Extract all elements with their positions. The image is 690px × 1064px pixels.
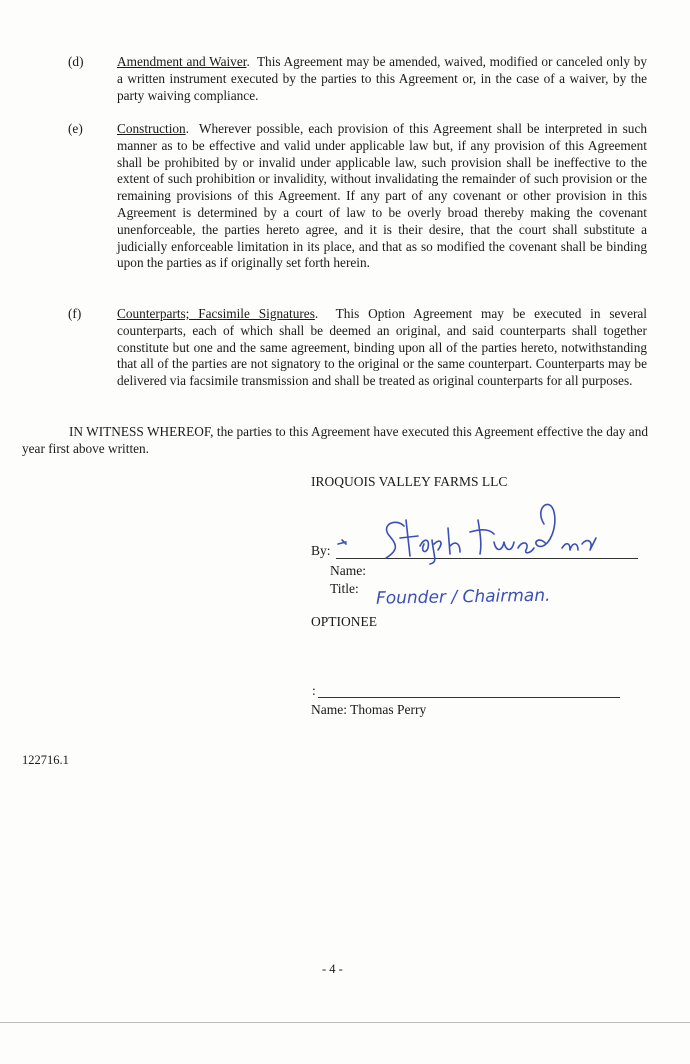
section-text: Wherever possible, each provision of this Agreement shall be interpreted in such manner as to be effective and valid under applicable law but, if any provision of this Agreement shall be prohibited by or invalid under applicable law, such provision shall be ineffective to the extent of such prohibition or invalidity, without invalidating the remainder of such provision or the remaining provisions of this Agreement. If any part of any covenant or other provision in this Agreement is determined by a court of law to be overly broad thereby making the covenant unenforceable, the parties hereto agree, and it is their desire, that the court shall substitute a judicially enforceable limitation in its place, and that as so modified the covenant shall be binding upon the parties as if originally set forth herein. [117,121,647,271]
section-text: This Option Agreement may be executed in several counterparts, each of which shall be deemed an original, and said counterparts shall together constitute but one and the same agreement, binding upon all of the parties hereto, notwithstanding that all of the parties are not signatory to the original or the same counterpart. Counterparts may be delivered via facsimile transmission and shall be treated as original counterparts for all purposes. [117,306,648,389]
title-handwriting-text: Founder / Chairman. [375,585,551,609]
by-label: By: [311,543,331,558]
company-name: IROQUOIS VALLEY FARMS LLC [311,474,508,489]
optionee-name: Name: Thomas Perry [311,702,427,717]
section-body: Construction. Wherever possible, each provision of this Agreement shall be interpreted in such manner as to be effective and valid under applicable law but, if any provision of this Agreement shall be prohibited by or invalid under applicable law, such provision shall be ineffective to the extent of such prohibition or invalidity, without invalidating the remainder of such provision or the remaining provisions of this Agreement. If any part of any covenant or other provision in this Agreement is determined by a court of law to be overly broad thereby making the covenant unenforceable, the parties hereto agree, and it is their desire, that the court shall substitute a judicially enforceable limitation in its place, and that as so modified the covenant shall be binding upon the parties as if originally set forth herein. [117,121,647,271]
section-heading: Construction [117,121,186,136]
title-label: Title: [330,581,359,596]
section-label: (e) [68,121,83,136]
page-number: - 4 - [322,962,343,976]
name-label: Name: [330,563,366,578]
section-heading: Amendment and Waiver [117,54,247,69]
section-text: This Agreement may be amended, waived, modified or canceled only by a written instrument executed by the parties to this Agreement or, in the case of a waiver, by the party waiving compliance. [117,54,647,103]
section-label: (d) [68,54,84,69]
section-body: Counterparts; Facsimile Signatures. This Option Agreement may be executed in several counterparts, each of which shall be deemed an original, and said counterparts shall together constitute but one and the same agreement, binding upon all of the parties hereto, notwithstanding that all of the parties are not signatory to the original or the same counterpart. Counterparts may be delivered via facsimile transmission and shall be treated as original counterparts for all purposes. [117,306,648,389]
scan-edge-line [0,1022,690,1023]
handwritten-title [374,578,590,612]
optionee-role: OPTIONEE [311,614,377,629]
section-body: Amendment and Waiver. This Agreement may be amended, waived, modified or canceled only by a written instrument executed by the parties to this Agreement or, in the case of a waiver, by the party waiving compliance. [117,54,647,103]
section-label: (f) [68,306,82,321]
optionee-colon: : [312,683,316,698]
witness-paragraph: IN WITNESS WHEREOF, the parties to this Agreement have executed this Agreement effective the day and year first above written. [22,424,648,456]
section-heading: Counterparts; Facsimile Signatures [117,306,315,321]
optionee-signature-line [318,697,620,698]
handwritten-signature [334,498,604,568]
document-number: 122716.1 [22,753,69,767]
